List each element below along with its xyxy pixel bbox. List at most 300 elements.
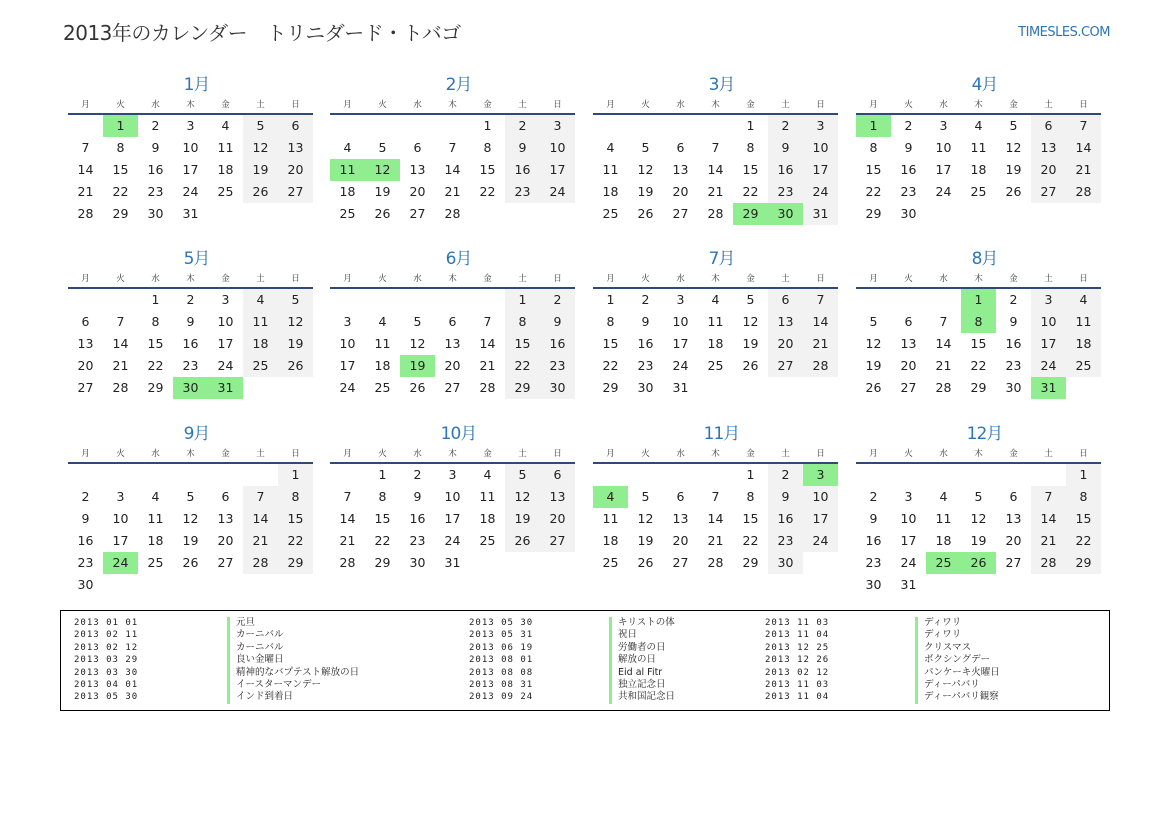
day-cell[interactable]: 26 bbox=[505, 530, 540, 552]
day-cell[interactable]: 11 bbox=[970, 140, 987, 155]
day-cell[interactable]: 3 bbox=[186, 118, 195, 133]
day-cell[interactable]: 13 bbox=[409, 162, 426, 177]
day-cell[interactable]: 10 bbox=[803, 486, 838, 508]
day-cell[interactable]: 27 bbox=[672, 555, 689, 570]
day-cell[interactable]: 18 bbox=[1066, 333, 1101, 355]
day-cell[interactable]: 20 bbox=[409, 184, 426, 199]
day-cell[interactable]: 9 bbox=[186, 314, 195, 329]
day-cell[interactable]: 13 bbox=[672, 511, 689, 526]
day-cell[interactable]: 29 bbox=[505, 377, 540, 399]
holiday-day-cell[interactable]: 24 bbox=[103, 552, 138, 574]
day-cell[interactable]: 3 bbox=[1031, 289, 1066, 311]
day-cell[interactable]: 25 bbox=[602, 555, 619, 570]
day-cell[interactable]: 8 bbox=[278, 486, 313, 508]
day-cell[interactable]: 21 bbox=[707, 533, 724, 548]
day-cell[interactable]: 30 bbox=[540, 377, 575, 399]
day-cell[interactable]: 9 bbox=[768, 486, 803, 508]
day-cell[interactable]: 17 bbox=[900, 533, 917, 548]
day-cell[interactable]: 10 bbox=[540, 137, 575, 159]
day-cell[interactable]: 4 bbox=[606, 140, 615, 155]
day-cell[interactable]: 27 bbox=[1031, 181, 1066, 203]
day-cell[interactable]: 17 bbox=[1031, 333, 1066, 355]
day-cell[interactable]: 6 bbox=[768, 289, 803, 311]
day-cell[interactable]: 7 bbox=[803, 289, 838, 311]
day-cell[interactable]: 12 bbox=[637, 511, 654, 526]
day-cell[interactable]: 1 bbox=[606, 292, 615, 307]
day-cell[interactable]: 6 bbox=[540, 464, 575, 486]
day-cell[interactable]: 29 bbox=[278, 552, 313, 574]
day-cell[interactable]: 30 bbox=[865, 577, 882, 592]
day-cell[interactable]: 19 bbox=[742, 336, 759, 351]
day-cell[interactable]: 9 bbox=[81, 511, 90, 526]
holiday-day-cell[interactable]: 31 bbox=[208, 377, 243, 399]
day-cell[interactable]: 14 bbox=[707, 162, 724, 177]
day-cell[interactable]: 5 bbox=[243, 115, 278, 137]
day-cell[interactable]: 22 bbox=[112, 184, 129, 199]
day-cell[interactable]: 19 bbox=[182, 533, 199, 548]
day-cell[interactable]: 24 bbox=[540, 181, 575, 203]
holiday-day-cell[interactable]: 25 bbox=[926, 552, 961, 574]
day-cell[interactable]: 28 bbox=[243, 552, 278, 574]
day-cell[interactable]: 8 bbox=[151, 314, 160, 329]
day-cell[interactable]: 3 bbox=[448, 467, 457, 482]
day-cell[interactable]: 28 bbox=[444, 206, 461, 221]
holiday-day-cell[interactable]: 29 bbox=[733, 203, 768, 225]
day-cell[interactable]: 8 bbox=[746, 140, 755, 155]
day-cell[interactable]: 6 bbox=[413, 140, 422, 155]
holiday-day-cell[interactable]: 8 bbox=[961, 311, 996, 333]
day-cell[interactable]: 3 bbox=[116, 489, 125, 504]
day-cell[interactable]: 25 bbox=[479, 533, 496, 548]
day-cell[interactable]: 6 bbox=[1009, 489, 1018, 504]
day-cell[interactable]: 26 bbox=[742, 358, 759, 373]
day-cell[interactable]: 1 bbox=[746, 118, 755, 133]
day-cell[interactable]: 19 bbox=[637, 533, 654, 548]
day-cell[interactable]: 8 bbox=[483, 140, 492, 155]
day-cell[interactable]: 27 bbox=[540, 530, 575, 552]
day-cell[interactable]: 2 bbox=[186, 292, 195, 307]
day-cell[interactable]: 16 bbox=[900, 162, 917, 177]
day-cell[interactable]: 30 bbox=[147, 206, 164, 221]
day-cell[interactable]: 9 bbox=[1009, 314, 1018, 329]
day-cell[interactable]: 28 bbox=[339, 555, 356, 570]
day-cell[interactable]: 14 bbox=[77, 162, 94, 177]
day-cell[interactable]: 27 bbox=[768, 355, 803, 377]
day-cell[interactable]: 13 bbox=[768, 311, 803, 333]
day-cell[interactable]: 30 bbox=[77, 577, 94, 592]
day-cell[interactable]: 16 bbox=[77, 533, 94, 548]
day-cell[interactable]: 2 bbox=[1009, 292, 1018, 307]
day-cell[interactable]: 12 bbox=[742, 314, 759, 329]
day-cell[interactable]: 16 bbox=[768, 159, 803, 181]
day-cell[interactable]: 24 bbox=[1031, 355, 1066, 377]
holiday-day-cell[interactable]: 31 bbox=[1031, 377, 1066, 399]
day-cell[interactable]: 24 bbox=[182, 184, 199, 199]
day-cell[interactable]: 20 bbox=[672, 184, 689, 199]
day-cell[interactable]: 25 bbox=[243, 355, 278, 377]
day-cell[interactable]: 19 bbox=[505, 508, 540, 530]
day-cell[interactable]: 13 bbox=[444, 336, 461, 351]
day-cell[interactable]: 5 bbox=[278, 289, 313, 311]
day-cell[interactable]: 10 bbox=[672, 314, 689, 329]
day-cell[interactable]: 19 bbox=[278, 333, 313, 355]
day-cell[interactable]: 7 bbox=[116, 314, 125, 329]
day-cell[interactable]: 6 bbox=[448, 314, 457, 329]
day-cell[interactable]: 1 bbox=[151, 292, 160, 307]
holiday-day-cell[interactable]: 1 bbox=[103, 115, 138, 137]
day-cell[interactable]: 10 bbox=[803, 137, 838, 159]
day-cell[interactable]: 21 bbox=[1031, 530, 1066, 552]
day-cell[interactable]: 10 bbox=[339, 336, 356, 351]
day-cell[interactable]: 14 bbox=[479, 336, 496, 351]
day-cell[interactable]: 30 bbox=[768, 552, 803, 574]
day-cell[interactable]: 19 bbox=[970, 533, 987, 548]
day-cell[interactable]: 21 bbox=[444, 184, 461, 199]
day-cell[interactable]: 4 bbox=[378, 314, 387, 329]
day-cell[interactable]: 1 bbox=[505, 289, 540, 311]
day-cell[interactable]: 30 bbox=[900, 206, 917, 221]
day-cell[interactable]: 27 bbox=[444, 380, 461, 395]
day-cell[interactable]: 7 bbox=[81, 140, 90, 155]
day-cell[interactable]: 23 bbox=[1005, 358, 1022, 373]
day-cell[interactable]: 20 bbox=[444, 358, 461, 373]
day-cell[interactable]: 27 bbox=[278, 181, 313, 203]
day-cell[interactable]: 18 bbox=[935, 533, 952, 548]
day-cell[interactable]: 6 bbox=[904, 314, 913, 329]
day-cell[interactable]: 2 bbox=[768, 115, 803, 137]
day-cell[interactable]: 1 bbox=[746, 467, 755, 482]
day-cell[interactable]: 13 bbox=[278, 137, 313, 159]
day-cell[interactable]: 25 bbox=[602, 206, 619, 221]
day-cell[interactable]: 27 bbox=[672, 206, 689, 221]
day-cell[interactable]: 13 bbox=[1005, 511, 1022, 526]
day-cell[interactable]: 19 bbox=[865, 358, 882, 373]
day-cell[interactable]: 29 bbox=[112, 206, 129, 221]
day-cell[interactable]: 19 bbox=[637, 184, 654, 199]
day-cell[interactable]: 22 bbox=[865, 184, 882, 199]
day-cell[interactable]: 18 bbox=[217, 162, 234, 177]
day-cell[interactable]: 25 bbox=[339, 206, 356, 221]
day-cell[interactable]: 29 bbox=[970, 380, 987, 395]
day-cell[interactable]: 14 bbox=[112, 336, 129, 351]
day-cell[interactable]: 17 bbox=[935, 162, 952, 177]
day-cell[interactable]: 23 bbox=[900, 184, 917, 199]
day-cell[interactable]: 11 bbox=[147, 511, 164, 526]
day-cell[interactable]: 10 bbox=[1031, 311, 1066, 333]
holiday-day-cell[interactable]: 19 bbox=[400, 355, 435, 377]
day-cell[interactable]: 5 bbox=[641, 489, 650, 504]
day-cell[interactable]: 30 bbox=[637, 380, 654, 395]
day-cell[interactable]: 17 bbox=[803, 159, 838, 181]
day-cell[interactable]: 12 bbox=[182, 511, 199, 526]
day-cell[interactable]: 17 bbox=[444, 511, 461, 526]
day-cell[interactable]: 8 bbox=[378, 489, 387, 504]
day-cell[interactable]: 12 bbox=[505, 486, 540, 508]
day-cell[interactable]: 20 bbox=[77, 358, 94, 373]
day-cell[interactable]: 24 bbox=[803, 530, 838, 552]
day-cell[interactable]: 22 bbox=[970, 358, 987, 373]
day-cell[interactable]: 23 bbox=[77, 555, 94, 570]
day-cell[interactable]: 1 bbox=[483, 118, 492, 133]
day-cell[interactable]: 16 bbox=[505, 159, 540, 181]
day-cell[interactable]: 16 bbox=[182, 336, 199, 351]
day-cell[interactable]: 6 bbox=[676, 140, 685, 155]
day-cell[interactable]: 9 bbox=[768, 137, 803, 159]
day-cell[interactable]: 14 bbox=[243, 508, 278, 530]
day-cell[interactable]: 16 bbox=[637, 336, 654, 351]
day-cell[interactable]: 25 bbox=[970, 184, 987, 199]
holiday-day-cell[interactable]: 30 bbox=[173, 377, 208, 399]
day-cell[interactable]: 21 bbox=[339, 533, 356, 548]
day-cell[interactable]: 4 bbox=[221, 118, 230, 133]
day-cell[interactable]: 22 bbox=[742, 533, 759, 548]
day-cell[interactable]: 24 bbox=[935, 184, 952, 199]
day-cell[interactable]: 27 bbox=[217, 555, 234, 570]
day-cell[interactable]: 13 bbox=[1031, 137, 1066, 159]
day-cell[interactable]: 5 bbox=[378, 140, 387, 155]
day-cell[interactable]: 27 bbox=[77, 380, 94, 395]
day-cell[interactable]: 29 bbox=[147, 380, 164, 395]
day-cell[interactable]: 5 bbox=[641, 140, 650, 155]
holiday-day-cell[interactable]: 4 bbox=[593, 486, 628, 508]
day-cell[interactable]: 10 bbox=[217, 314, 234, 329]
day-cell[interactable]: 11 bbox=[479, 489, 496, 504]
holiday-day-cell[interactable]: 1 bbox=[961, 289, 996, 311]
day-cell[interactable]: 5 bbox=[186, 489, 195, 504]
day-cell[interactable]: 15 bbox=[602, 336, 619, 351]
day-cell[interactable]: 4 bbox=[711, 292, 720, 307]
day-cell[interactable]: 25 bbox=[1066, 355, 1101, 377]
day-cell[interactable]: 26 bbox=[865, 380, 882, 395]
day-cell[interactable]: 24 bbox=[339, 380, 356, 395]
day-cell[interactable]: 12 bbox=[278, 311, 313, 333]
day-cell[interactable]: 1 bbox=[1066, 464, 1101, 486]
day-cell[interactable]: 17 bbox=[182, 162, 199, 177]
day-cell[interactable]: 18 bbox=[243, 333, 278, 355]
day-cell[interactable]: 28 bbox=[707, 555, 724, 570]
day-cell[interactable]: 22 bbox=[505, 355, 540, 377]
day-cell[interactable]: 22 bbox=[602, 358, 619, 373]
day-cell[interactable]: 7 bbox=[483, 314, 492, 329]
day-cell[interactable]: 15 bbox=[112, 162, 129, 177]
day-cell[interactable]: 2 bbox=[904, 118, 913, 133]
day-cell[interactable]: 4 bbox=[939, 489, 948, 504]
day-cell[interactable]: 5 bbox=[505, 464, 540, 486]
day-cell[interactable]: 28 bbox=[112, 380, 129, 395]
day-cell[interactable]: 14 bbox=[935, 336, 952, 351]
day-cell[interactable]: 6 bbox=[676, 489, 685, 504]
day-cell[interactable]: 21 bbox=[112, 358, 129, 373]
day-cell[interactable]: 26 bbox=[278, 355, 313, 377]
day-cell[interactable]: 17 bbox=[339, 358, 356, 373]
holiday-day-cell[interactable]: 1 bbox=[856, 115, 891, 137]
day-cell[interactable]: 17 bbox=[112, 533, 129, 548]
day-cell[interactable]: 3 bbox=[803, 115, 838, 137]
day-cell[interactable]: 22 bbox=[742, 184, 759, 199]
day-cell[interactable]: 20 bbox=[278, 159, 313, 181]
day-cell[interactable]: 24 bbox=[217, 358, 234, 373]
day-cell[interactable]: 4 bbox=[151, 489, 160, 504]
day-cell[interactable]: 4 bbox=[343, 140, 352, 155]
day-cell[interactable]: 29 bbox=[602, 380, 619, 395]
day-cell[interactable]: 15 bbox=[1066, 508, 1101, 530]
day-cell[interactable]: 14 bbox=[707, 511, 724, 526]
holiday-day-cell[interactable]: 3 bbox=[803, 464, 838, 486]
day-cell[interactable]: 16 bbox=[1005, 336, 1022, 351]
day-cell[interactable]: 9 bbox=[641, 314, 650, 329]
day-cell[interactable]: 24 bbox=[444, 533, 461, 548]
day-cell[interactable]: 10 bbox=[900, 511, 917, 526]
day-cell[interactable]: 28 bbox=[479, 380, 496, 395]
day-cell[interactable]: 20 bbox=[540, 508, 575, 530]
day-cell[interactable]: 15 bbox=[479, 162, 496, 177]
day-cell[interactable]: 9 bbox=[151, 140, 160, 155]
day-cell[interactable]: 29 bbox=[374, 555, 391, 570]
day-cell[interactable]: 27 bbox=[900, 380, 917, 395]
day-cell[interactable]: 21 bbox=[77, 184, 94, 199]
day-cell[interactable]: 16 bbox=[865, 533, 882, 548]
day-cell[interactable]: 12 bbox=[243, 137, 278, 159]
day-cell[interactable]: 2 bbox=[505, 115, 540, 137]
day-cell[interactable]: 13 bbox=[77, 336, 94, 351]
day-cell[interactable]: 11 bbox=[602, 511, 619, 526]
day-cell[interactable]: 15 bbox=[970, 336, 987, 351]
day-cell[interactable]: 14 bbox=[339, 511, 356, 526]
day-cell[interactable]: 20 bbox=[217, 533, 234, 548]
day-cell[interactable]: 15 bbox=[742, 511, 759, 526]
day-cell[interactable]: 18 bbox=[602, 184, 619, 199]
day-cell[interactable]: 18 bbox=[339, 184, 356, 199]
day-cell[interactable]: 23 bbox=[409, 533, 426, 548]
day-cell[interactable]: 29 bbox=[1066, 552, 1101, 574]
day-cell[interactable]: 2 bbox=[151, 118, 160, 133]
day-cell[interactable]: 9 bbox=[540, 311, 575, 333]
day-cell[interactable]: 2 bbox=[413, 467, 422, 482]
day-cell[interactable]: 25 bbox=[217, 184, 234, 199]
day-cell[interactable]: 26 bbox=[374, 206, 391, 221]
day-cell[interactable]: 18 bbox=[147, 533, 164, 548]
day-cell[interactable]: 23 bbox=[540, 355, 575, 377]
day-cell[interactable]: 17 bbox=[217, 336, 234, 351]
day-cell[interactable]: 3 bbox=[904, 489, 913, 504]
day-cell[interactable]: 19 bbox=[374, 184, 391, 199]
day-cell[interactable]: 19 bbox=[1005, 162, 1022, 177]
day-cell[interactable]: 21 bbox=[479, 358, 496, 373]
day-cell[interactable]: 28 bbox=[707, 206, 724, 221]
day-cell[interactable]: 14 bbox=[444, 162, 461, 177]
day-cell[interactable]: 5 bbox=[413, 314, 422, 329]
day-cell[interactable]: 13 bbox=[217, 511, 234, 526]
day-cell[interactable]: 26 bbox=[409, 380, 426, 395]
day-cell[interactable]: 16 bbox=[147, 162, 164, 177]
day-cell[interactable]: 30 bbox=[1005, 380, 1022, 395]
day-cell[interactable]: 10 bbox=[935, 140, 952, 155]
day-cell[interactable]: 11 bbox=[602, 162, 619, 177]
day-cell[interactable]: 22 bbox=[374, 533, 391, 548]
day-cell[interactable]: 12 bbox=[409, 336, 426, 351]
day-cell[interactable]: 4 bbox=[483, 467, 492, 482]
day-cell[interactable]: 16 bbox=[409, 511, 426, 526]
day-cell[interactable]: 6 bbox=[1031, 115, 1066, 137]
day-cell[interactable]: 22 bbox=[1066, 530, 1101, 552]
day-cell[interactable]: 19 bbox=[243, 159, 278, 181]
day-cell[interactable]: 13 bbox=[540, 486, 575, 508]
day-cell[interactable]: 3 bbox=[221, 292, 230, 307]
day-cell[interactable]: 6 bbox=[81, 314, 90, 329]
day-cell[interactable]: 2 bbox=[768, 464, 803, 486]
day-cell[interactable]: 6 bbox=[221, 489, 230, 504]
day-cell[interactable]: 24 bbox=[803, 181, 838, 203]
day-cell[interactable]: 7 bbox=[448, 140, 457, 155]
day-cell[interactable]: 27 bbox=[409, 206, 426, 221]
day-cell[interactable]: 26 bbox=[1005, 184, 1022, 199]
day-cell[interactable]: 15 bbox=[742, 162, 759, 177]
day-cell[interactable]: 18 bbox=[374, 358, 391, 373]
day-cell[interactable]: 25 bbox=[374, 380, 391, 395]
day-cell[interactable]: 12 bbox=[1005, 140, 1022, 155]
day-cell[interactable]: 21 bbox=[707, 184, 724, 199]
day-cell[interactable]: 13 bbox=[672, 162, 689, 177]
day-cell[interactable]: 31 bbox=[803, 203, 838, 225]
day-cell[interactable]: 14 bbox=[1066, 137, 1101, 159]
day-cell[interactable]: 23 bbox=[768, 181, 803, 203]
day-cell[interactable]: 5 bbox=[746, 292, 755, 307]
day-cell[interactable]: 9 bbox=[505, 137, 540, 159]
day-cell[interactable]: 5 bbox=[869, 314, 878, 329]
day-cell[interactable]: 7 bbox=[343, 489, 352, 504]
day-cell[interactable]: 24 bbox=[900, 555, 917, 570]
day-cell[interactable]: 15 bbox=[865, 162, 882, 177]
day-cell[interactable]: 18 bbox=[602, 533, 619, 548]
day-cell[interactable]: 7 bbox=[1031, 486, 1066, 508]
day-cell[interactable]: 21 bbox=[803, 333, 838, 355]
day-cell[interactable]: 29 bbox=[742, 555, 759, 570]
day-cell[interactable]: 8 bbox=[505, 311, 540, 333]
day-cell[interactable]: 18 bbox=[707, 336, 724, 351]
day-cell[interactable]: 6 bbox=[278, 115, 313, 137]
day-cell[interactable]: 27 bbox=[1005, 555, 1022, 570]
day-cell[interactable]: 3 bbox=[939, 118, 948, 133]
day-cell[interactable]: 20 bbox=[900, 358, 917, 373]
day-cell[interactable]: 9 bbox=[413, 489, 422, 504]
day-cell[interactable]: 23 bbox=[182, 358, 199, 373]
day-cell[interactable]: 17 bbox=[803, 508, 838, 530]
day-cell[interactable]: 12 bbox=[865, 336, 882, 351]
day-cell[interactable]: 15 bbox=[374, 511, 391, 526]
day-cell[interactable]: 7 bbox=[243, 486, 278, 508]
day-cell[interactable]: 17 bbox=[672, 336, 689, 351]
day-cell[interactable]: 15 bbox=[147, 336, 164, 351]
day-cell[interactable]: 21 bbox=[1066, 159, 1101, 181]
day-cell[interactable]: 26 bbox=[637, 206, 654, 221]
day-cell[interactable]: 1 bbox=[278, 464, 313, 486]
day-cell[interactable]: 18 bbox=[970, 162, 987, 177]
day-cell[interactable]: 4 bbox=[243, 289, 278, 311]
day-cell[interactable]: 3 bbox=[540, 115, 575, 137]
day-cell[interactable]: 12 bbox=[637, 162, 654, 177]
day-cell[interactable]: 8 bbox=[746, 489, 755, 504]
day-cell[interactable]: 5 bbox=[974, 489, 983, 504]
day-cell[interactable]: 1 bbox=[378, 467, 387, 482]
day-cell[interactable]: 3 bbox=[343, 314, 352, 329]
day-cell[interactable]: 20 bbox=[1031, 159, 1066, 181]
day-cell[interactable]: 15 bbox=[278, 508, 313, 530]
day-cell[interactable]: 4 bbox=[1066, 289, 1101, 311]
holiday-day-cell[interactable]: 11 bbox=[330, 159, 365, 181]
day-cell[interactable]: 28 bbox=[935, 380, 952, 395]
day-cell[interactable]: 31 bbox=[182, 206, 199, 221]
day-cell[interactable]: 11 bbox=[1066, 311, 1101, 333]
